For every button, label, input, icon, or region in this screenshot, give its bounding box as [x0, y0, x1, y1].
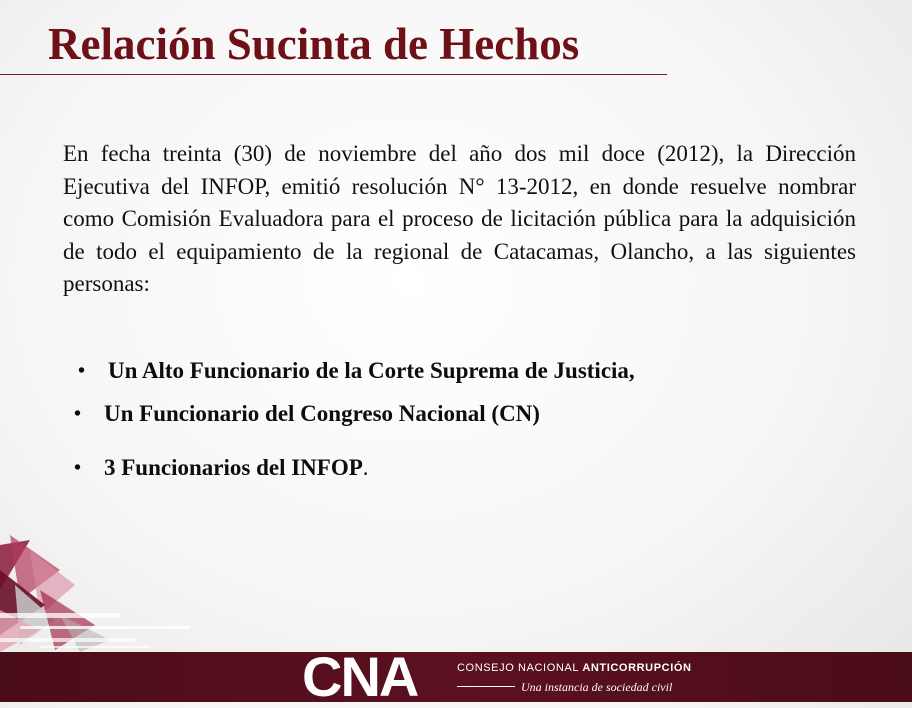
- bullet-text: 3 Funcionarios del INFOP: [104, 455, 363, 480]
- org-name-part2: ANTICORRUPCIÓN: [582, 662, 692, 674]
- org-tagline: Una instancia de sociedad civil: [521, 680, 673, 694]
- bullet-text: Un Alto Funcionario de la Corte Suprema de Justicia,: [108, 358, 635, 383]
- cna-logo: CNA: [302, 645, 418, 708]
- bullet-text: Un Funcionario del Congreso Nacional (CN): [104, 401, 540, 426]
- title-underline: [0, 74, 667, 75]
- footer-bar: [0, 645, 912, 708]
- org-name: [457, 662, 692, 674]
- bullet-trailing-period: .: [362, 455, 369, 480]
- bullet-icon: •: [78, 360, 86, 382]
- geometric-triangles-decoration-icon: [0, 530, 190, 660]
- bullet-text-wrap: [104, 453, 369, 483]
- logo-divider: [457, 686, 515, 687]
- org-name-part1: CONSEJO NACIONAL: [457, 662, 579, 674]
- bullet-icon: •: [74, 457, 82, 479]
- bullet-icon: •: [74, 403, 82, 425]
- body-paragraph: En fecha treinta (30) de noviembre del año dos mil doce (2012), la Dirección Ejecutiva del INFOP, emitió resolución N° 13-2012, en donde resuelve nombrar como Comisión Evaluadora para el proceso de licitación pública para la adquisición de todo el equipamiento de la regional de Catacamas, Olancho, a las siguientes personas:: [63, 141, 856, 296]
- slide-title: Relación Sucinta de Hechos: [48, 19, 580, 69]
